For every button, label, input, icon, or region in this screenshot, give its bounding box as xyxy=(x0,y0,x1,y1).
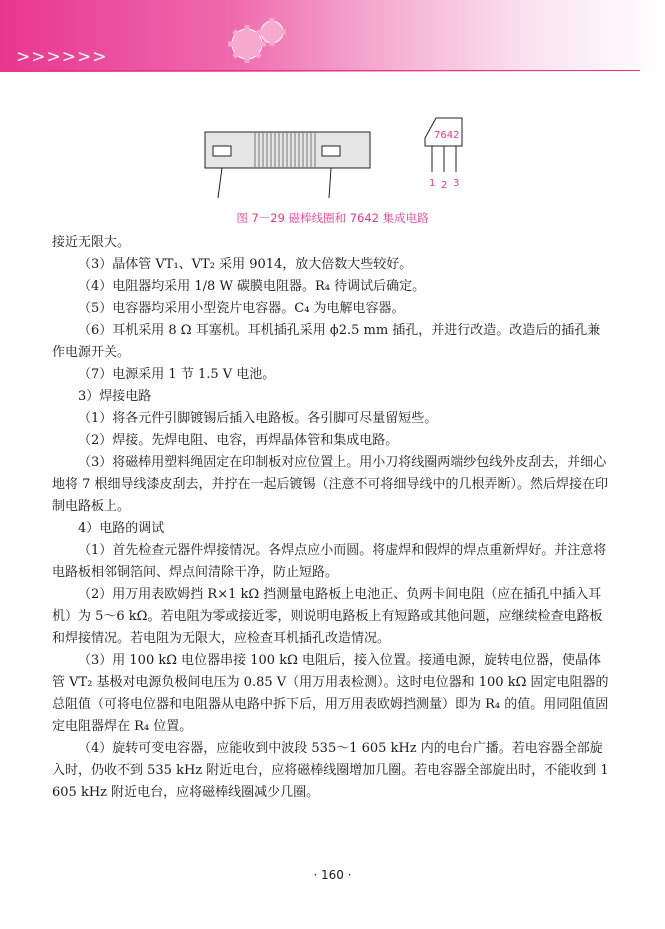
page-number: · 160 · xyxy=(313,868,352,882)
paragraph: （2）用万用表欧姆挡 R×1 kΩ 挡测量电路板上电池正、负两卡间电阻（应在插孔中插入耳机）为 5～6 kΩ。若电阻为零或接近零，则说明电路板上有短路或其他问题，应继续检查电路板和焊接情况。若电阻为无限大，应检查耳机插孔改造情况。 xyxy=(52,587,603,646)
paragraph: （3）将磁棒用塑料绳固定在印制板对应位置上。用小刀将线圈两端纱包线外皮刮去，并细心地将 7 根细导线漆皮刮去，并拧在一起后镀锡（注意不可将细导线中的几根弄断）。然后焊接在印制电路板上。 xyxy=(52,455,609,514)
chevron-arrows-icon: >>>>>> xyxy=(16,47,108,67)
ferrite-rod-coil xyxy=(205,132,370,198)
paragraph: （3）用 100 kΩ 电位器串接 100 kΩ 电阻后，接入位置。接通电源，旋转电位器，使晶体管 VT₂ 基极对电源负极间电压为 0.85 V（用万用表检测）。这时电位器和 100 kΩ 固定电阻器的总阻值（可将电位器和电阻器从电路中拆下后，用万用表欧姆挡测量）即为 R₄ 的值。用同阻值固定电阻器焊在 R₄ 位置。 xyxy=(52,653,609,734)
paragraph: （1）首先检查元器件焊接情况。各焊点应小而圆。将虚焊和假焊的焊点重新焊好。并注意将电路板相邻铜箔间、焊点间清除干净，防止短路。 xyxy=(52,543,607,580)
paragraph: （4）旋转可变电容器，应能收到中波段 535～1 605 kHz 内的电台广播。若电容器全部旋入时，仍收不到 535 kHz 附近电台，应将磁棒线圈增加几圈。若电容器全部旋出时，不能收到 1 605 kHz 附近电台，应将磁棒线圈减少几圈。 xyxy=(52,741,609,800)
paragraph: （1）将各元件引脚镀锡后插入电路板。各引脚可尽量留短些。 xyxy=(78,411,438,426)
paragraph: （3）晶体管 VT₁、VT₂ 采用 9014，放大倍数大些较好。 xyxy=(78,257,413,272)
section-heading: 3）焊接电路 xyxy=(78,389,152,404)
paragraph: （4）电阻器均采用 1/8 W 碳膜电阻器。R₄ 待调试后确定。 xyxy=(78,279,426,294)
figure-caption: 图 7－29 磁棒线圈和 7642 集成电路 xyxy=(236,211,429,225)
ic-7642-package xyxy=(425,118,462,191)
body-text xyxy=(52,232,612,804)
paragraph: （2）焊接。先焊电阻、电容，再焊晶体管和集成电路。 xyxy=(78,433,399,448)
gear-decoration-icon xyxy=(222,12,292,68)
paragraph: （6）耳机采用 8 Ω 耳塞机。耳机插孔采用 ϕ2.5 mm 插孔，并进行改造。改造后的插孔兼作电源开关。 xyxy=(52,323,601,360)
section-heading: 4）电路的调试 xyxy=(78,521,165,536)
figure-7-29-diagram xyxy=(200,110,480,215)
pin-label: 1 xyxy=(429,178,436,189)
pin-label: 2 xyxy=(441,180,448,191)
pin-label: 3 xyxy=(453,178,460,189)
paragraph: （7）电源采用 1 节 1.5 V 电池。 xyxy=(78,367,276,382)
paragraph: （5）电容器均采用小型瓷片电容器。C₄ 为电解电容器。 xyxy=(78,301,405,316)
chip-label: 7642 xyxy=(434,130,460,141)
header-divider xyxy=(0,70,640,71)
paragraph: 接近无限大。 xyxy=(52,235,131,250)
